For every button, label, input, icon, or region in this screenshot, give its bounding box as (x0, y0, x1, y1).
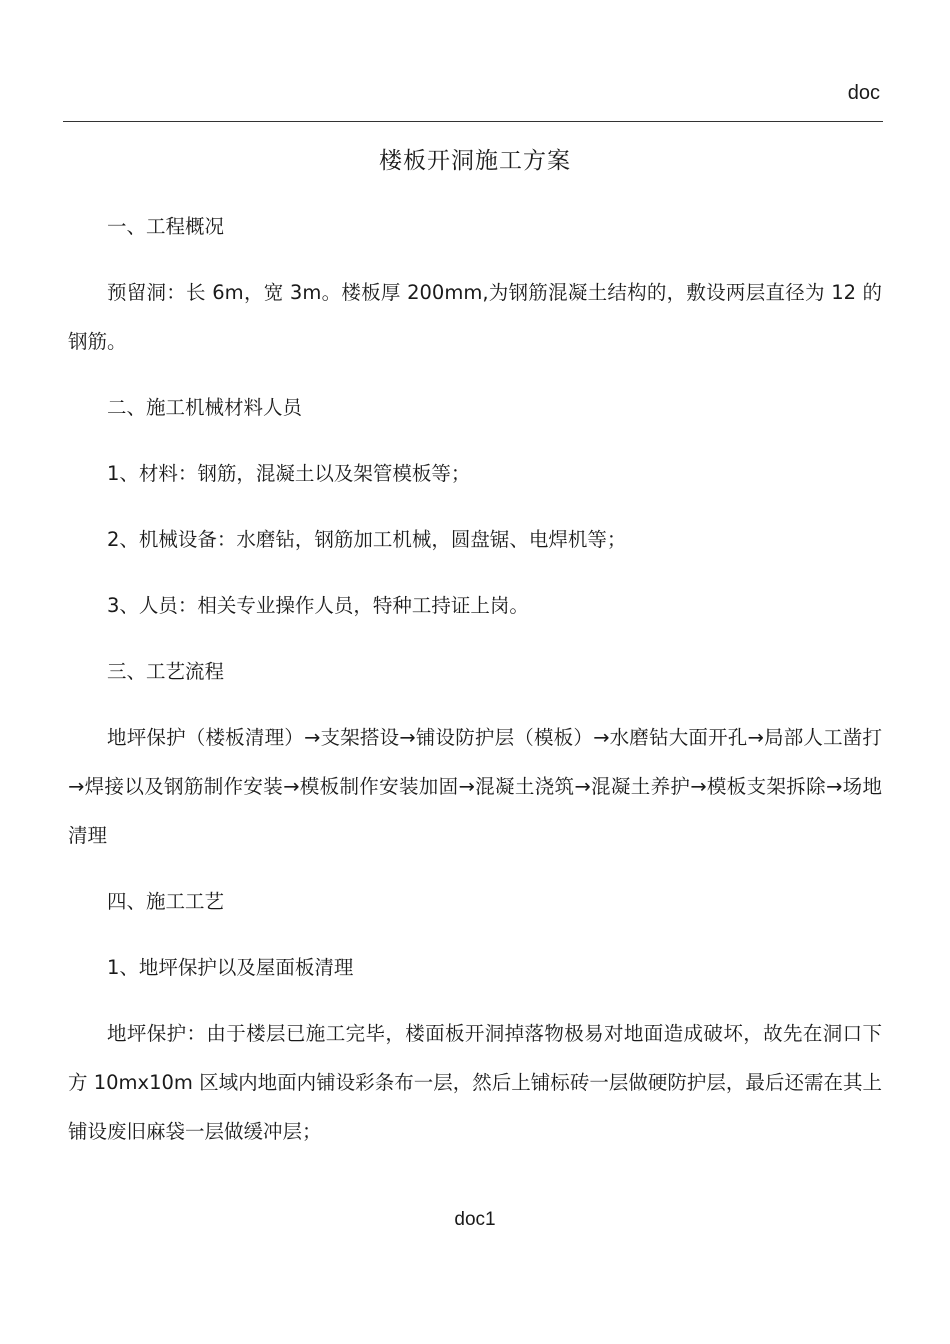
subheading-floor-protection: 1、地坪保护以及屋面板清理 (107, 956, 354, 979)
list-item-personnel: 3、人员：相关专业操作人员，特种工持证上岗。 (107, 594, 529, 617)
paragraph-process-flow: 地坪保护（楼板清理）→支架搭设→铺设防护层（模板）→水磨钻大面开孔→局部人工凿打→焊接以及钢筋制作安装→模板制作安装加固→混凝土浇筑→混凝土养护→模板支架拆除→场地清理 (68, 726, 882, 847)
document-title: 楼板开洞施工方案 (379, 148, 571, 174)
section-heading-techniques: 四、施工工艺 (107, 890, 225, 913)
paragraph-reserved-opening: 预留洞：长 6m，宽 3m。楼板厚 200mm,为钢筋混凝土结构的，敷设两层直径为 12 的钢筋。 (68, 281, 882, 353)
section-heading-process-flow: 三、工艺流程 (107, 660, 225, 683)
document-body (68, 202, 882, 1173)
section-heading-overview: 一、工程概况 (107, 215, 225, 238)
header-divider (63, 121, 883, 122)
list-item-materials: 1、材料：钢筋，混凝土以及架管模板等； (107, 462, 471, 485)
page-header-label: doc (847, 82, 880, 104)
section-heading-resources: 二、施工机械材料人员 (107, 396, 303, 419)
page-footer-label: doc1 (454, 1209, 496, 1230)
paragraph-floor-protection: 地坪保护：由于楼层已施工完毕，楼面板开洞掉落物极易对地面造成破坏，故先在洞口下方 10mx10m 区域内地面内铺设彩条布一层，然后上铺标砖一层做硬防护层，最后还需在其上铺设废旧麻袋一层做缓冲层； (68, 1022, 882, 1143)
list-item-machinery: 2、机械设备：水磨钻，钢筋加工机械，圆盘锯、电焊机等； (107, 528, 627, 551)
